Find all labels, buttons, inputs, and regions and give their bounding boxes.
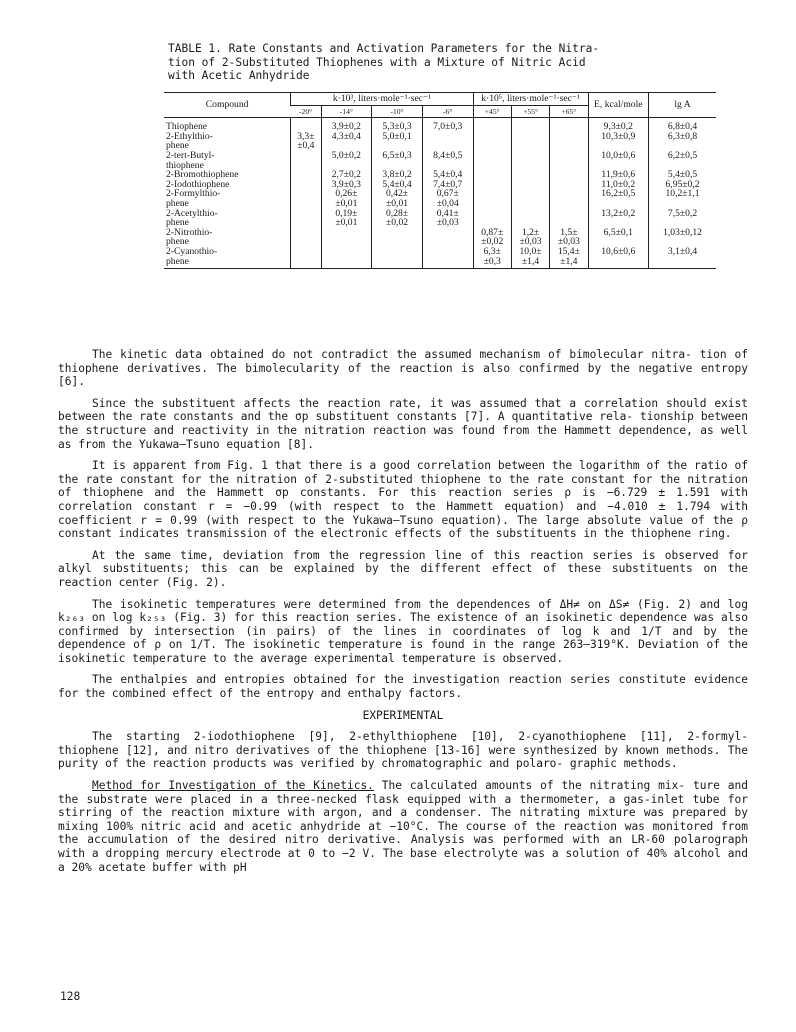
value-cell: 1,2± ±0,03 [511,228,549,247]
value-cell [550,170,588,180]
value-cell: 9,3±0,2 [588,118,649,132]
value-cell: 15,4± ±1,4 [550,247,588,269]
value-cell: 5,4±0,5 [649,170,716,180]
value-cell: 0,41± ±0,03 [422,209,473,228]
value-cell: 10,2±1,1 [649,189,716,208]
paragraph [58,779,748,874]
value-cell: 3,9±0,3 [321,180,372,190]
value-cell [550,151,588,170]
value-cell: 3,3± ±0,4 [291,132,321,151]
compound-cell: 2-Formylthio- phene [166,188,221,209]
paragraph: At the same time, deviation from the regression line of this reaction series is observed for alkyl substituents; this can be explained by the different effect of these substituents on the reaction center (Fig. 2). [58,548,748,589]
table-row [164,189,716,208]
value-cell [473,118,511,132]
value-cell [473,170,511,180]
value-cell [291,170,321,180]
value-cell: 3,1±0,4 [649,247,716,269]
table-row [164,118,716,132]
value-cell [291,151,321,170]
value-cell: 10,3±0,9 [588,132,649,151]
compound-cell: 2-Acetylthio- phene [166,207,218,229]
value-cell: 5,0±0,1 [372,132,423,151]
value-cell [473,151,511,170]
value-cell [321,228,372,247]
value-cell [550,118,588,132]
value-cell [550,132,588,151]
value-cell: 5,4±0,4 [422,170,473,180]
value-cell: 11,0±0,2 [588,180,649,190]
value-cell [291,228,321,247]
value-cell [511,118,549,132]
value-cell: 6,5±0,1 [588,228,649,247]
lga-header: lg A [649,93,716,118]
value-cell: 8,4±0,5 [422,151,473,170]
value-cell: 5,3±0,3 [372,118,423,132]
value-cell: 0,28± ±0,02 [372,209,423,228]
value-cell: 3,9±0,2 [321,118,372,132]
value-cell: 4,3±0,4 [321,132,372,151]
value-cell: 5,4±0,4 [372,180,423,190]
value-cell: 0,87± ±0,02 [473,228,511,247]
value-cell: 6,95±0,2 [649,180,716,190]
table-row [164,247,716,269]
table-row [164,209,716,228]
article-body [58,348,748,882]
value-cell [511,209,549,228]
table-row [164,228,716,247]
paragraph: The isokinetic temperatures were determined from the dependences of ΔH≠ on ΔS≠ (Fig. 2) and log k₂₆₃ on log k₂₅₃ (Fig. 3) for this reaction series. The existence of an isokinetic dependence was also confirmed by intersection (in pairs) of the lines in coordinates of log k and 1/T and by the dependence of ρ on 1/T. The isokinetic temperature is found in the range 263–319°K. Deviation of the isokinetic temperature to the average experimental temperature is observed. [58,597,748,665]
value-cell: 7,0±0,3 [422,118,473,132]
e-header: E, kcal/mole [588,93,649,118]
value-cell: 0,42± ±0,01 [372,189,423,208]
value-cell [291,209,321,228]
compound-cell: 2-Bromothiophene [166,169,239,181]
value-cell [422,228,473,247]
compound-cell: 2-Nitrothio- phene [166,226,213,248]
k103-header: k·10³, liters·mole⁻¹·sec⁻¹ [291,93,473,106]
value-cell [511,151,549,170]
compound-cell: 2-Ethylthio- phene [166,130,213,152]
table-row [164,151,716,170]
value-cell: 10,6±0,6 [588,247,649,269]
value-cell [372,228,423,247]
compound-cell: 2-Iodothiophene [166,178,230,190]
value-cell [550,189,588,208]
temp-header: -14° [321,105,372,118]
temp-header: +65° [550,105,588,118]
temp-header: -20° [291,105,321,118]
k105-header: k·10⁵, liters·mole⁻¹·sec⁻¹ [473,93,588,106]
value-cell: 16,2±0,5 [588,189,649,208]
value-cell: 0,26± ±0,01 [321,189,372,208]
value-cell [422,247,473,269]
compound-cell: 2-Cyanothio- phene [164,247,291,269]
value-cell [511,189,549,208]
table-row [164,132,716,151]
value-cell [321,247,372,269]
value-cell [473,209,511,228]
temp-header: -10° [372,105,423,118]
value-cell [291,180,321,190]
value-cell [291,118,321,132]
value-cell [473,180,511,190]
value-cell: 1,5± ±0,03 [550,228,588,247]
compound-header: Compound [164,93,291,118]
value-cell: 6,2±0,5 [649,151,716,170]
value-cell [511,132,549,151]
section-heading: EXPERIMENTAL [362,708,444,722]
value-cell: 7,4±0,7 [422,180,473,190]
value-cell: 6,3±0,8 [649,132,716,151]
value-cell [372,247,423,269]
method-text: The calculated amounts of the nitrating mix- ture and the substrate were placed in a three-necked flask equipped with a thermometer, a gas-inlet tube for stirring of the reaction mixture with argon, and a condenser. The nitrating mixture was prepared by mixing 100% nitric acid and acetic anhydride at −10°C. The course of the reaction was monitored from the accumulation of the desired nitro derivative. Analysis was performed with an LR-60 polarograph with a dropping mercury electrode at 0 to −2 V. The base electrolyte was a solution of 40% alcohol and a 20% acetate buffer with pH [58,779,749,874]
value-cell [291,247,321,269]
temp-header: +45° [473,105,511,118]
value-cell: 0,67± ±0,04 [422,189,473,208]
value-cell [550,180,588,190]
value-cell: 10,0± ±1,4 [511,247,549,269]
temp-header: -6° [422,105,473,118]
value-cell [473,189,511,208]
compound-cell: Thiophene [166,121,208,133]
paragraph: It is apparent from Fig. 1 that there is a good correlation between the logarithm of the ratio of the rate constant for the nitration of 2-substituted thiophene to the rate constant for the nitration of thiophene and the Hammett σp constants. For this reaction series ρ is −6.729 ± 1.591 with correlation constant r = −0.99 (with respect to the Hammett equation) and −4.010 ± 1.794 with coefficient r = 0.99 (with respect to the Yukawa–Tsuno equation). The large absolute value of the ρ constant indicates transmission of the electronic effects of the substituents in the thiophene ring. [58,459,748,541]
value-cell [473,132,511,151]
value-cell: 7,5±0,2 [649,209,716,228]
temp-header: +55° [511,105,549,118]
paragraph: Since the substituent affects the reaction rate, it was assumed that a correlation should exist between the rate constants and the σp substituent constants [7]. A quantitative rela- tionship between the structure and reactivity in the nitration reaction was found from the Hammett dependence, as well as from the Yukawa–Tsuno equation [8]. [58,396,748,451]
value-cell [511,180,549,190]
paragraph: The enthalpies and entropies obtained for the investigation reaction series constitute evidence for the combined effect of the entropy and enthalpy factors. [58,673,748,701]
value-cell: 11,9±0,6 [588,170,649,180]
value-cell: 6,5±0,3 [372,151,423,170]
value-cell: 13,2±0,2 [588,209,649,228]
value-cell: 6,3± ±0,3 [473,247,511,269]
value-cell: 1,03±0,12 [649,228,716,247]
page-number: 128 [60,990,81,1003]
method-title: Method for Investigation of the Kinetics. [92,779,374,793]
value-cell [550,209,588,228]
value-cell: 5,0±0,2 [321,151,372,170]
value-cell [422,132,473,151]
rate-constants-table [164,92,716,269]
value-cell [291,189,321,208]
compound-cell: 2-tert-Butyl- thiophene [166,149,215,171]
value-cell: 2,7±0,2 [321,170,372,180]
value-cell: 3,8±0,2 [372,170,423,180]
table-caption: TABLE 1. Rate Constants and Activation Parameters for the Nitra- tion of 2-Substituted Thiophenes with a Mixture of Nitric Acid with Acetic Anhydride [168,42,600,83]
paragraph: The kinetic data obtained do not contradict the assumed mechanism of bimolecular nitra- tion of thiophene derivatives. The bimolecularity of the reaction is also confirmed by the negative entropy [6]. [58,348,748,389]
value-cell: 0,19± ±0,01 [321,209,372,228]
value-cell [511,170,549,180]
value-cell: 10,0±0,6 [588,151,649,170]
value-cell: 6,8±0,4 [649,118,716,132]
paragraph: The starting 2-iodothiophene [9], 2-ethylthiophene [10], 2-cyanothiophene [11], 2-formyl- thiophene [12], and nitro derivatives of the thiophene [13-16] were synthesized by known methods. The purity of the reaction products was verified by chromatographic and polaro- graphic methods. [58,730,748,771]
